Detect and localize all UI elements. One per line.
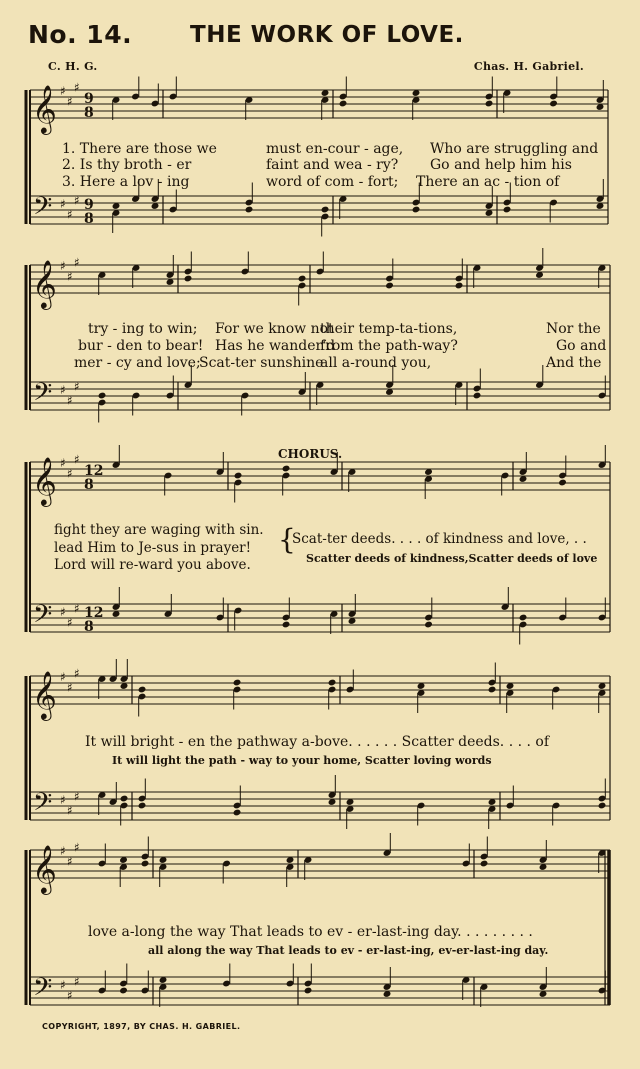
- lyric-s5-lower: all along the way That leads to ev - er-last-ing, ev-er-last-ing day.: [148, 944, 549, 957]
- note-head: [488, 686, 497, 694]
- lyric-s2-v2-a: bur - den to bear!: [78, 338, 204, 354]
- note-head: [233, 679, 242, 687]
- lyric-s1-v3-a: 3. Here a lov - ing: [62, 174, 190, 190]
- time-signature: 12: [84, 463, 104, 479]
- note-head: [385, 282, 394, 290]
- note-head: [321, 206, 330, 214]
- sharp-sign: ♯: [67, 269, 73, 284]
- sharp-sign: ♯: [67, 854, 73, 869]
- lyric-s3-chorus-lower: Scatter deeds of kindness,Scatter deeds of love: [306, 552, 598, 565]
- bass-clef: 𝄢: [33, 378, 53, 413]
- lyric-s1-v1-a: 1. There are those we: [62, 141, 217, 157]
- bass-clef: 𝄢: [33, 973, 53, 1008]
- note-head: [558, 479, 567, 487]
- time-signature: 8: [84, 619, 94, 635]
- sharp-sign: ♯: [60, 670, 66, 684]
- note-head: [298, 275, 307, 283]
- note-head: [234, 472, 243, 480]
- sharp-sign: ♯: [60, 383, 66, 397]
- treble-clef: 𝄞: [32, 456, 57, 505]
- note-head: [549, 100, 558, 108]
- note-head: [455, 282, 464, 290]
- note-head: [282, 621, 291, 629]
- lyric-s2-v3-a: mer - cy and love;: [74, 355, 201, 371]
- sharp-sign: ♯: [67, 615, 73, 630]
- note-head: [282, 465, 291, 473]
- sharp-sign: ♯: [67, 680, 73, 695]
- lyric-s2-v3-c: all a-round you,: [320, 355, 432, 371]
- note-head: [120, 795, 129, 803]
- sharp-sign: ♯: [67, 94, 73, 109]
- sharp-sign: ♯: [74, 601, 80, 616]
- sharp-sign: ♯: [67, 207, 73, 222]
- lyric-s2-v2-b: Has he wander'd: [215, 338, 336, 354]
- note-head: [485, 100, 494, 108]
- sharp-sign: ♯: [67, 803, 73, 818]
- lyric-s5-upper: love a-long the way That leads to ev - er-last-ing day. . . . . . . . .: [88, 924, 533, 940]
- hymn-title: THE WORK OF LOVE.: [190, 22, 464, 48]
- bass-clef: 𝄢: [33, 192, 53, 227]
- time-signature: 12: [84, 605, 104, 621]
- note-head: [184, 275, 193, 283]
- treble-clef: 𝄞: [32, 670, 57, 719]
- lyric-s2-v1-a: try - ing to win;: [88, 321, 198, 337]
- note-head: [98, 392, 107, 400]
- sharp-sign: ♯: [74, 193, 80, 208]
- lyric-s4-upper: It will bright - en the pathway a-bove. . . . . . Scatter deeds. . . . of: [85, 734, 550, 750]
- bass-clef: 𝄢: [33, 600, 53, 635]
- note-head: [519, 614, 528, 622]
- sharp-sign: ♯: [74, 80, 80, 95]
- note-head: [480, 860, 489, 868]
- lyric-s2-v1-d: Nor the: [546, 321, 601, 337]
- bass-clef: 𝄢: [33, 788, 53, 823]
- sharp-sign: ♯: [74, 379, 80, 394]
- sharp-sign: ♯: [60, 844, 66, 858]
- note-head: [245, 206, 254, 214]
- note-head: [138, 686, 147, 694]
- lyric-s3-chorus-upper: Scat-ter deeds. . . . of kindness and love, . .: [292, 531, 587, 547]
- note-head: [138, 802, 147, 810]
- time-signature: 9: [84, 91, 94, 107]
- note-head: [328, 679, 337, 687]
- lyric-s2-v2-c: from the path-way?: [320, 338, 458, 354]
- lyric-s1-v2-a: 2. Is thy broth - er: [62, 157, 192, 173]
- composer-credit: Chas. H. Gabriel.: [473, 60, 584, 73]
- lyric-s1-v3-b: word of com - fort;: [266, 174, 399, 190]
- lyric-s2-v1-b: For we know not: [215, 321, 334, 337]
- time-signature: 8: [84, 477, 94, 493]
- lyric-s2-v3-b: Scat-ter sunshine: [199, 355, 324, 371]
- sharp-sign: ♯: [74, 255, 80, 270]
- sharp-sign: ♯: [60, 197, 66, 211]
- lyric-s1-v3-c: There an ac - tion of: [416, 174, 560, 190]
- sharp-sign: ♯: [74, 974, 80, 989]
- treble-clef: 𝄞: [32, 84, 57, 133]
- lyric-s1-v2-c: Go and help him his: [430, 157, 572, 173]
- sharp-sign: ♯: [60, 793, 66, 807]
- lyric-s1-v1-b: must en-cour - age,: [266, 141, 404, 157]
- note-head: [339, 100, 348, 108]
- copyright-notice: COPYRIGHT, 1897, BY CHAS. H. GABRIEL.: [42, 1022, 241, 1031]
- treble-clef: 𝄞: [32, 259, 57, 308]
- lyric-s2-v2-d: Go and: [556, 338, 607, 354]
- lyric-s3-v1: fight they are waging with sin.: [54, 522, 264, 538]
- time-signature: 8: [84, 105, 94, 121]
- note-head: [412, 206, 421, 214]
- lyric-s2-v1-c: their temp-ta-tions,: [320, 321, 458, 337]
- sharp-sign: ♯: [60, 259, 66, 273]
- lyric-s3-v2: lead Him to Je-sus in prayer!: [54, 540, 252, 556]
- sharp-sign: ♯: [74, 840, 80, 855]
- note-head: [503, 206, 512, 214]
- note-head: [473, 392, 482, 400]
- sharp-sign: ♯: [60, 605, 66, 619]
- note-head: [424, 621, 433, 629]
- note-head: [119, 987, 128, 995]
- sharp-sign: ♯: [67, 393, 73, 408]
- lyric-s3-v3: Lord will re-ward you above.: [54, 557, 251, 573]
- sharp-sign: ♯: [67, 988, 73, 1003]
- lyric-s2-v3-d: And the: [546, 355, 602, 371]
- sharp-sign: ♯: [74, 666, 80, 681]
- time-signature: 9: [84, 197, 94, 213]
- time-signature: 8: [84, 211, 94, 227]
- note-head: [304, 987, 313, 995]
- chorus-brace: {: [278, 523, 296, 556]
- lyric-s4-lower: It will light the path - way to your home, Scatter loving words: [112, 754, 492, 767]
- sharp-sign: ♯: [74, 452, 80, 467]
- sharp-sign: ♯: [74, 789, 80, 804]
- note-head: [598, 802, 607, 810]
- sharp-sign: ♯: [60, 456, 66, 470]
- sharp-sign: ♯: [67, 466, 73, 481]
- lyric-s1-v2-b: faint and wea - ry?: [266, 157, 399, 173]
- note-head: [141, 860, 150, 868]
- note-head: [233, 809, 242, 817]
- treble-clef: 𝄞: [32, 844, 57, 893]
- chorus-label: CHORUS.: [278, 447, 343, 461]
- sharp-sign: ♯: [60, 84, 66, 98]
- hymn-number: No. 14.: [28, 20, 133, 49]
- sharp-sign: ♯: [60, 978, 66, 992]
- lyric-s1-v1-c: Who are struggling and: [430, 141, 599, 157]
- lyricist-credit: C. H. G.: [48, 60, 98, 73]
